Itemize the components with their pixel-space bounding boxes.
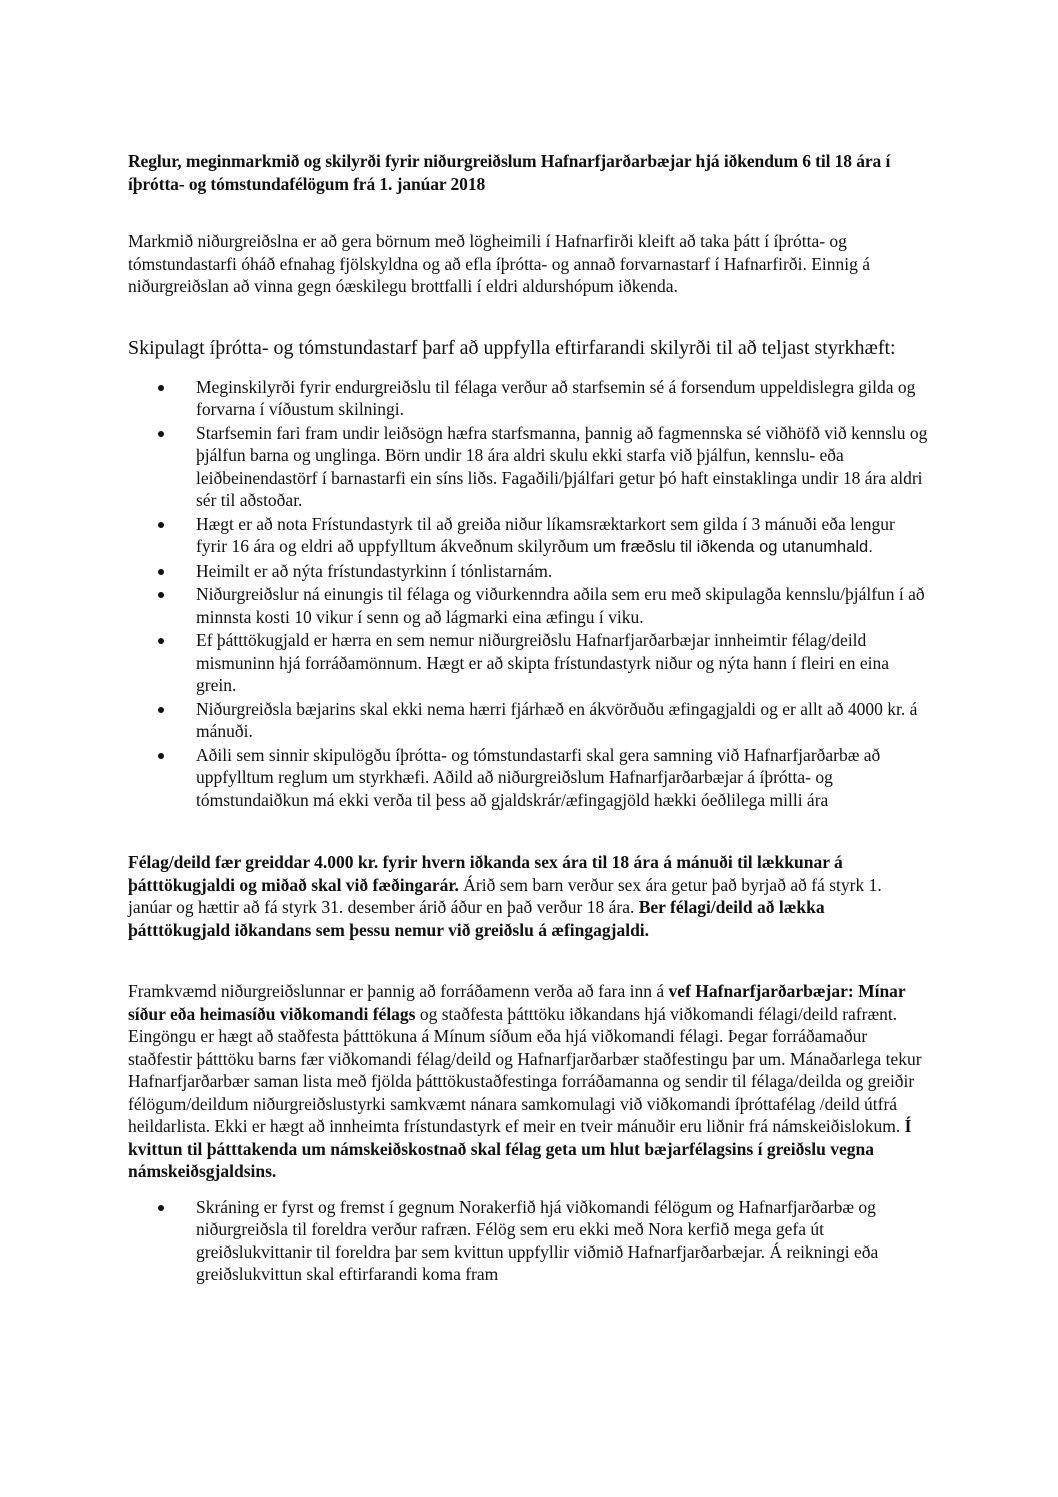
list-item [128, 560, 928, 583]
list-item [128, 583, 928, 628]
list-item-text: Niðurgreiðsla bæjarins skal ekki nema hærri fjárhæð en ákvörðuðu æfingagjaldi og er allt að 4000 kr. á mánuði. [196, 698, 918, 741]
bullet-icon [158, 1205, 164, 1211]
bullet-icon [158, 522, 164, 528]
payment-bold-text: Félag/deild fær greiddar 4.000 kr. fyrir hvern iðkanda sex ára til 18 ára á mánuði til lækkunar á þátttökugjaldi og miðað skal við fæðingarár. [128, 852, 843, 895]
procedure-bold-text: Í kvittun til þátttakenda um námskeiðskostnað skal félag geta um hlut bæjarfélagsins í greiðslu vegna námskeiðsgjaldsins. [128, 1116, 912, 1181]
list-item-text: Heimilt er að nýta frístundastyrkinn í tónlistarnám. [196, 560, 553, 581]
list-item-text: Niðurgreiðslur ná einungis til félaga og viðurkenndra aðila sem eru með skipulagða kennslu/þjálfun í að minnsta kosti 10 vikur í senn og að lágmarki eina æfingu í viku. [196, 584, 925, 627]
list-item-text: Meginskilyrði fyrir endurgreiðslu til félaga verður að starfsemin sé á forsendum uppeldislegra gilda og forvarna í víðustum skilningi. [196, 376, 916, 419]
list-item-text: Aðili sem sinnir skipulögðu íþrótta- og tómstundastarfi skal gera samning við Hafnarfjarðarbæ að uppfylltum reglum um styrkhæfi. Aðild að niðurgreiðslum Hafnarfjarðarbæjar á íþrótta- og tómstundaiðkun má ekki verða til þess að gjaldskrár/æfingagjöld hækki óeðlilega milli ára [196, 744, 881, 810]
payment-paragraph [128, 851, 928, 941]
procedure-bold-text: vef Hafnarfjarðarbæjar: Mínar síður eða heimasíðu viðkomandi félags [128, 981, 906, 1024]
procedure-paragraph [128, 980, 928, 1183]
list-item-text: Starfsemin fari fram undir leiðsögn hæfra starfsmanna, þannig að fagmennska sé viðhöfð við kennslu og þjálfun barna og unglinga. Börn undir 18 ára aldri skulu ekki starfa við þjálfun, kennslu- eða leiðbeinendastörf í barnastarfi ein síns liðs. Fagaðili/þjálfari getur þó haft einstaklinga undir 18 ára aldri sér til aðstoðar. [196, 422, 928, 510]
document-title: Reglur, meginmarkmið og skilyrði fyrir niðurgreiðslum Hafnarfjarðarbæjar hjá iðkendum 6 til 18 ára í íþrótta- og tómstundafélögum frá 1. janúar 2018 [128, 151, 891, 194]
intro-paragraph: Markmið niðurgreiðslna er að gera börnum með lögheimili í Hafnarfirði kleift að taka þátt í íþrótta- og tómstundastarfi óháð efnahag fjölskyldna og að efla íþrótta- og annað forvarnastarf í Hafnarfirði. Einnig á niðurgreiðslan að vinna gegn óæskilegu brottfalli í eldri aldurshópum iðkenda. [128, 231, 871, 296]
conditions-list [128, 376, 928, 812]
list-item-text-tail: um fræðslu til iðkenda og utanumhald. [593, 538, 873, 556]
registration-list [128, 1196, 928, 1286]
list-item [128, 629, 928, 697]
payment-bold-text: Ber félagi/deild að lækka þátttökugjald iðkandans sem þessu nemur við greiðslu á æfingagjaldi. [128, 897, 825, 940]
list-item [128, 698, 928, 743]
bullet-icon [158, 431, 164, 437]
list-item [128, 1196, 928, 1286]
list-item-text: Skráning er fyrst og fremst í gegnum Norakerfið hjá viðkomandi félögum og Hafnarfjarðarbæ og niðurgreiðsla til foreldra verður rafræn. Félög sem eru ekki með Nora kerfið mega gefa út greiðslukvittanir til foreldra þar sem kvittun uppfyllir viðmið Hafnarfjarðarbæjar. Á reikningi eða greiðslukvittun skal eftirfarandi koma fram [196, 1196, 879, 1284]
document-body [128, 150, 928, 1287]
list-item-text: Hægt er að nota Frístundastyrk til að greiða niður líkamsræktarkort sem gilda í 3 mánuði eða lengur fyrir 16 ára og eldri að uppfylltum ákveðnum skilyrðum [196, 513, 895, 556]
bullet-icon [158, 569, 164, 575]
bullet-icon [158, 707, 164, 713]
list-item [128, 513, 928, 559]
bullet-icon [158, 638, 164, 644]
list-item [128, 744, 928, 812]
bullet-icon [158, 592, 164, 598]
procedure-text: og staðfesta þátttöku iðkandans hjá viðkomandi félagi/deild rafrænt. Eingöngu er hægt að staðfesta þátttökuna á Mínum síðum eða hjá viðkomandi félagi. Þegar forráðamaður staðfestir þátttöku barns fær viðkomandi félag/deild og Hafnarfjarðarbær staðfestingu þar um. Mánaðarlega tekur Hafnarfjarðarbær saman lista með fjölda þátttökustaðfestinga forráðamanna og sendir til félaga/deilda og greiðir félögum/deildum niðurgreiðslustyrki samkvæmt nánara samkomulagi við viðkomandi íþróttafélag /deild útfrá heildarlista. Ekki er hægt að innheimta frístundastyrk ef meir en tveir mánuðir eru liðnir frá námskeiðislokum. [128, 1003, 922, 1136]
procedure-text: Framkvæmd niðurgreiðslunnar er þannig að forráðamenn verða að fara inn á [128, 981, 669, 1001]
bullet-icon [158, 753, 164, 759]
bullet-icon [158, 385, 164, 391]
list-item-text: Ef þátttökugjald er hærra en sem nemur niðurgreiðslu Hafnarfjarðarbæjar innheimtir félag/deild mismuninn hjá forráðamönnum. Hægt er að skipta frístundastyrk niður og nýta hann í fleiri en eina grein. [196, 630, 890, 695]
payment-text: Árið sem barn verður sex ára getur það byrjað að fá styrk 1. janúar og hættir að fá styrk 31. desember árið áður en það verður 18 ára. [128, 874, 882, 917]
conditions-heading: Skipulagt íþrótta- og tómstundastarf þarf að uppfylla eftirfarandi skilyrði til að teljast styrkhæft: [128, 336, 896, 359]
list-item [128, 422, 928, 512]
list-item [128, 376, 928, 421]
